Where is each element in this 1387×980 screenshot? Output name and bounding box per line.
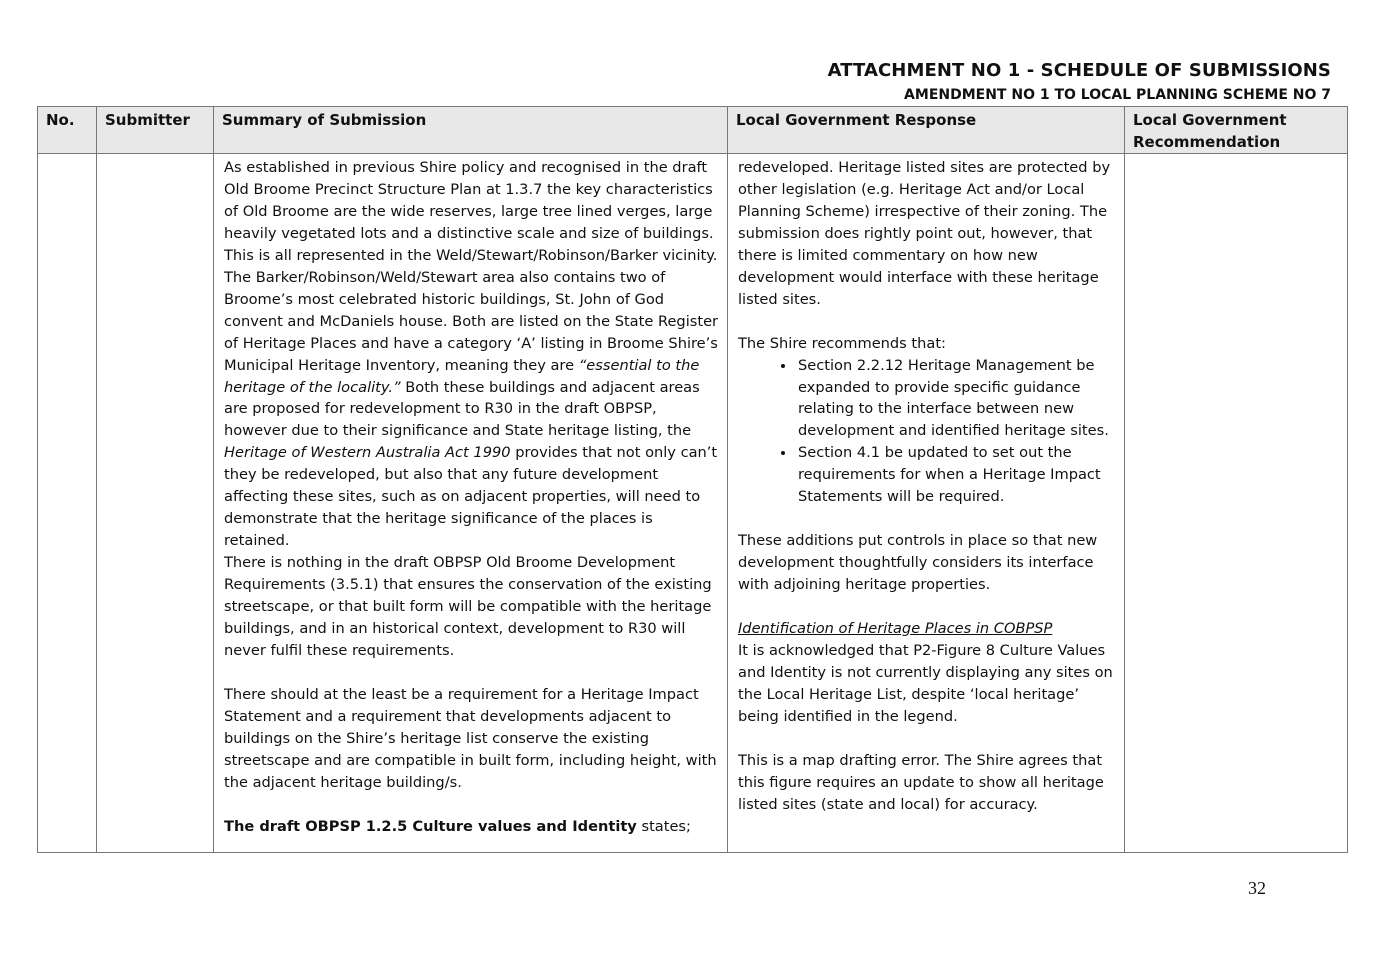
col-header-recommendation: Local Government Recommendation	[1125, 107, 1348, 154]
submissions-table	[37, 106, 1348, 853]
response-bullet-list	[738, 355, 1116, 509]
list-item: • Section 4.1 be updated to set out the requirements for when a Heritage Impact Statements will be required.	[796, 442, 1116, 508]
response-paragraph-5: This is a map drafting error. The Shire agrees that this figure requires an update to show all heritage listed sites (state and local) for accuracy.	[738, 751, 1104, 813]
summary-paragraph-4: The draft OBPSP 1.2.5 Culture values and Identity states;	[224, 817, 691, 835]
response-paragraph-3: These additions put controls in place so that new development thoughtfully considers its interface with adjoining heritage properties.	[738, 532, 1098, 594]
col-header-summary: Summary of Submission	[214, 107, 728, 154]
col-header-submitter: Submitter	[97, 107, 214, 154]
heritage-quote: “essential to the heritage of the locality.”	[224, 356, 700, 396]
document-subtitle: AMENDMENT NO 1 TO LOCAL PLANNING SCHEME NO 7	[904, 87, 1331, 103]
response-paragraph-1: redeveloped. Heritage listed sites are protected by other legislation (e.g. Heritage Act and/or Local Planning Scheme) irrespective of their zoning. The submission does rightly point out, however, that there is limited commentary on how new development would interface with these heritage listed sites.	[738, 159, 1111, 308]
document-title: ATTACHMENT NO 1 - SCHEDULE OF SUBMISSIONS	[827, 60, 1331, 81]
cell-submitter	[97, 154, 214, 853]
response-subheading: Identification of Heritage Places in COBPSP	[738, 619, 1053, 637]
summary-paragraph-1: As established in previous Shire policy and recognised in the draft Old Broome Precinct Structure Plan at 1.3.7 the key characteristics of Old Broome are the wide reserves, large tree lined verges, large heavily vegetated lots and a distinctive scale and size of buildings. This is all represented in the Weld/Stewart/Robinson/Barker vicinity. The Barker/Robinson/Weld/Stewart area also contains two of Broome’s most celebrated historic buildings, St. John of God convent and McDaniels house. Both are listed on the State Register of Heritage Places and have a category ‘A’ listing in Broome Shire’s Municipal Heritage Inventory, meaning they are “essential to the heritage of the locality.” Both these buildings and adjacent areas are proposed for redevelopment to R30 in the draft OBPSP, however due to their significance and State heritage listing, the Heritage of Western Australia Act 1990 provides that not only can’t they be redeveloped, but also that any future development affecting these sites, such as on adjacent properties, will need to demonstrate that the heritage significance of the places is retained.	[224, 159, 719, 550]
cell-no	[38, 154, 97, 853]
list-item: • Section 2.2.12 Heritage Management be expanded to provide specific guidance relating to the interface between new development and identified heritage sites.	[796, 355, 1116, 443]
page-number: 32	[1248, 878, 1266, 898]
table-row	[38, 154, 1348, 853]
col-header-response: Local Government Response	[728, 107, 1125, 154]
col-header-no: No.	[38, 107, 97, 154]
heritage-act-title: Heritage of Western Australia Act 1990	[224, 444, 511, 462]
summary-paragraph-2: There is nothing in the draft OBPSP Old Broome Development Requirements (3.5.1) that ensures the conservation of the existing streetscape, or that built form will be compatible with the heritage buildings, and in an historical context, development to R30 will never fulfil these requirements.	[224, 554, 712, 659]
cell-recommendation	[1125, 154, 1348, 853]
table-header-row	[38, 107, 1348, 154]
response-paragraph-2: The Shire recommends that:	[738, 334, 946, 352]
summary-paragraph-3: There should at the least be a requirement for a Heritage Impact Statement and a requirement that developments adjacent to buildings on the Shire’s heritage list conserve the existing streetscape and are compatible in built form, including height, with the adjacent heritage building/s.	[224, 685, 717, 791]
cell-summary	[214, 154, 728, 853]
response-paragraph-4: It is acknowledged that P2-Figure 8 Culture Values and Identity is not currently displaying any sites on the Local Heritage List, despite ‘local heritage’ being identified in the legend.	[738, 641, 1113, 725]
cell-response	[728, 154, 1125, 853]
